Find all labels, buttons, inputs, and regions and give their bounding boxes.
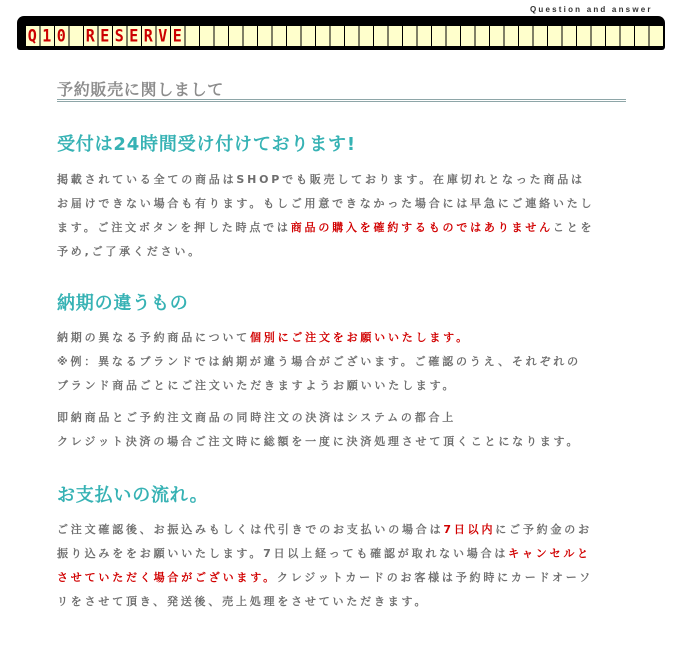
- topic-paragraph: [57, 518, 593, 614]
- text-line: [57, 406, 580, 430]
- emphasis-text: 個別にご注文をお願いいたします。: [249, 331, 470, 344]
- text-segment: リをさせて頂き、発送後、売上処理をさせていただきます。: [57, 595, 429, 608]
- text-line: [57, 350, 581, 374]
- text-line: [57, 590, 593, 614]
- text-segment: 納期の異なる予約商品について: [57, 331, 250, 344]
- text-segment: ブランド商品ごとにご注文いただきますようお願いいたします。: [57, 379, 457, 392]
- text-segment: 掲載されている全ての商品はSHOPでも販売しております。在庫切れとなった商品は: [57, 173, 585, 186]
- text-segment: ※例：異なるブランドでは納期が違う場合がございます。ご確認のうえ、それぞれの: [57, 355, 581, 368]
- text-segment: クレジットカードのお客様は予約時にカードオーソ: [276, 571, 593, 584]
- text-segment: ます。ご注文ボタンを押した時点では: [57, 221, 291, 234]
- topic-heading: 受付は24時間受け付けております!: [57, 134, 356, 155]
- text-segment: クレジット決済の場合ご注文時に総額を一度に決済処理させて頂くことになります。: [57, 435, 581, 448]
- text-line: [57, 326, 581, 350]
- text-line: [57, 566, 593, 590]
- text-line: [57, 192, 594, 216]
- text-line: [57, 374, 581, 398]
- topic-heading: お支払いの流れ。: [57, 485, 209, 506]
- text-line: [57, 216, 594, 240]
- text-segment: にご予約金のお: [495, 523, 592, 536]
- emphasis-text: 7日以内: [443, 523, 496, 536]
- text-line: [57, 430, 580, 454]
- page-title: Q10 RESERVE: [27, 26, 188, 46]
- text-line: [57, 518, 593, 542]
- text-line: [57, 542, 593, 566]
- text-segment: ご注文確認後、お振込みもしくは代引きでのお支払いの場合は: [57, 523, 444, 536]
- text-segment: ことを: [552, 221, 595, 234]
- topic-heading: 納期の違うもの: [57, 293, 189, 314]
- title-bar: [17, 16, 665, 50]
- emphasis-text: 商品の購入を確約するものではありません: [290, 221, 553, 234]
- topic-paragraph: [57, 406, 580, 454]
- topic-paragraph: [57, 168, 594, 264]
- emphasis-text: させていただく場合がございます。: [57, 571, 277, 584]
- text-line: [57, 240, 594, 264]
- section-divider: [57, 99, 626, 102]
- qa-tagline: Question and answer: [530, 5, 653, 14]
- text-line: [57, 168, 594, 192]
- section-title: 予約販売に関しまして: [57, 80, 225, 99]
- text-segment: 振り込みををお願いいたします。7日以上経っても確認が取れない場合は: [57, 547, 509, 560]
- topic-paragraph: [57, 326, 581, 398]
- emphasis-text: キャンセルと: [508, 547, 591, 560]
- text-segment: 即納商品とご予約注文商品の同時注文の決済はシステムの都合上: [57, 411, 457, 424]
- title-cell-strip: [25, 26, 663, 46]
- text-segment: 予め,ご了承ください。: [57, 245, 202, 258]
- text-segment: お届けできない場合も有ります。もしご用意できなかった場合には早急にご連絡いたし: [57, 197, 595, 210]
